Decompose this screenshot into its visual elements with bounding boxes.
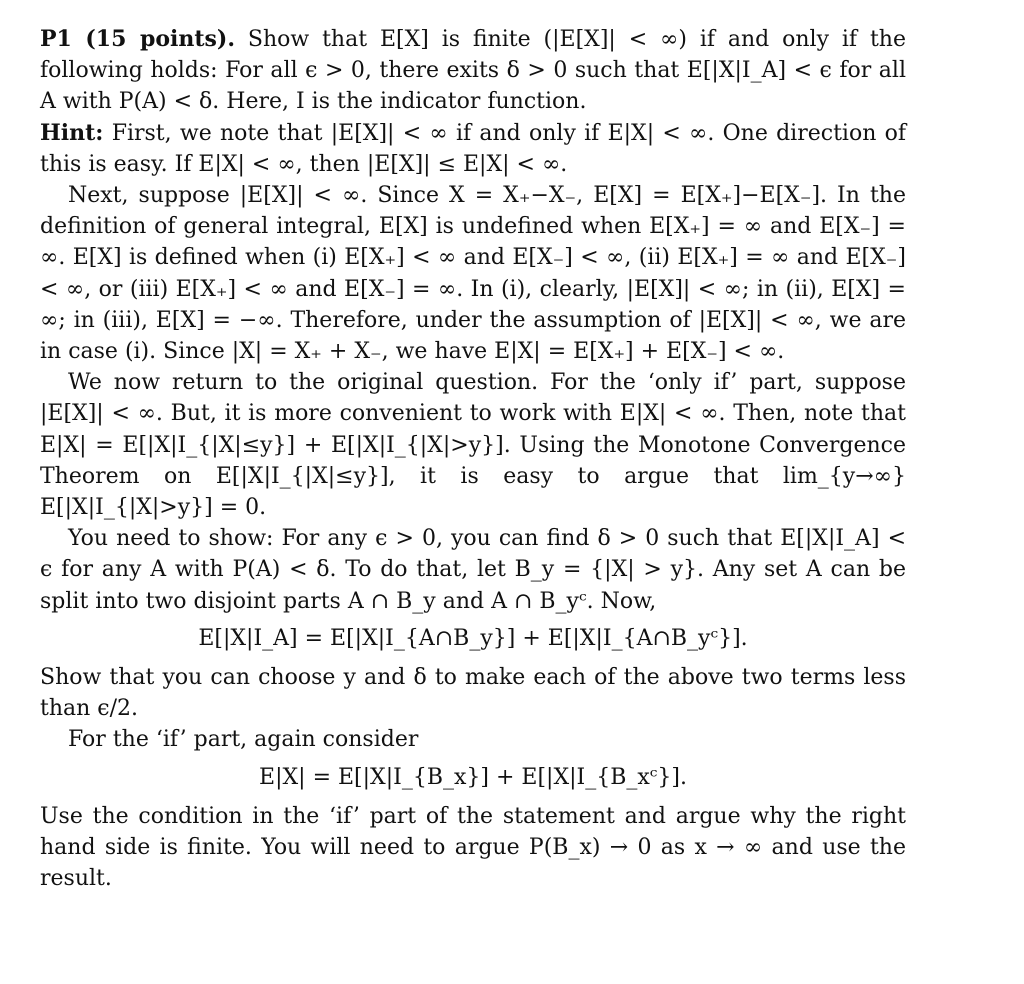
problem-document bbox=[40, 24, 906, 894]
problem-label: P1 (15 points). bbox=[40, 26, 235, 52]
hint-text-1: First, we note that |E[X]| < ∞ if and only if E|X| < ∞. One direction of this is easy. If E|X| < ∞, then |E[X]| ≤ E|X| < ∞. bbox=[40, 120, 906, 177]
hint-paragraph-5: Show that you can choose y and δ to make each of the above two terms less than ϵ/2. bbox=[40, 665, 906, 722]
hint-paragraph-7: Use the condition in the ‘if’ part of the statement and argue why the right hand side is finite. You will need to argue P(B_x) → 0 as x → ∞ and use the result. bbox=[40, 803, 906, 892]
hint-label: Hint: bbox=[40, 119, 104, 146]
hint-paragraph-6: For the ‘if’ part, again consider bbox=[68, 727, 419, 753]
equation-1: E[|X|I_A] = E[|X|I_{A∩B_y}] + E[|X|I_{A∩B_yᶜ}]. bbox=[198, 625, 748, 651]
hint-paragraph-3: We now return to the original question. For the ‘only if’ part, suppose |E[X]| < ∞. But, it is more convenient to work with E|X| < ∞. Then, note that E|X| = E[|X|I_{|X|≤y}] + E[|X|I_{|X|>y}]. Using the Monotone Convergence Theorem on E[|X|I_{|X|≤y}], it is easy to argue that lim_{y→∞} E[|X|I_{|X|>y}] = 0. bbox=[40, 370, 906, 521]
hint-paragraph-4: You need to show: For any ϵ > 0, you can find δ > 0 such that E[|X|I_A] < ϵ for any A with P(A) < δ. To do that, let B_y = {|X| > y}. Any set A can be split into two disjoint parts A ∩ B_y and A ∩ B_yᶜ. Now, bbox=[40, 526, 906, 614]
problem-text: Show that E[X] is finite (|E[X]| < ∞) if and only if the following holds: For all ϵ > 0, there exits δ > 0 such that E[|X|I_A] < ϵ for all A with P(A) < δ. Here, I is the indicator function. bbox=[40, 27, 906, 115]
hint-paragraph-1 bbox=[40, 118, 906, 180]
problem-statement bbox=[40, 24, 906, 118]
hint-paragraph-2: Next, suppose |E[X]| < ∞. Since X = X₊−X₋, E[X] = E[X₊]−E[X₋]. In the definition of general integral, E[X] is undefined when E[X₊] = ∞ and E[X₋] = ∞. E[X] is defined when (i) E[X₊] < ∞ and E[X₋] < ∞, (ii) E[X₊] = ∞ and E[X₋] < ∞, or (iii) E[X₊] < ∞ and E[X₋] = ∞. In (i), clearly, |E[X]| < ∞; in (ii), E[X] = ∞; in (iii), E[X] = −∞. Therefore, under the assumption of |E[X]| < ∞, we are in case (i). Since |X| = X₊ + X₋, we have E|X| = E[X₊] + E[X₋] < ∞. bbox=[40, 183, 906, 365]
equation-2: E|X| = E[|X|I_{B_x}] + E[|X|I_{B_xᶜ}]. bbox=[259, 764, 687, 790]
